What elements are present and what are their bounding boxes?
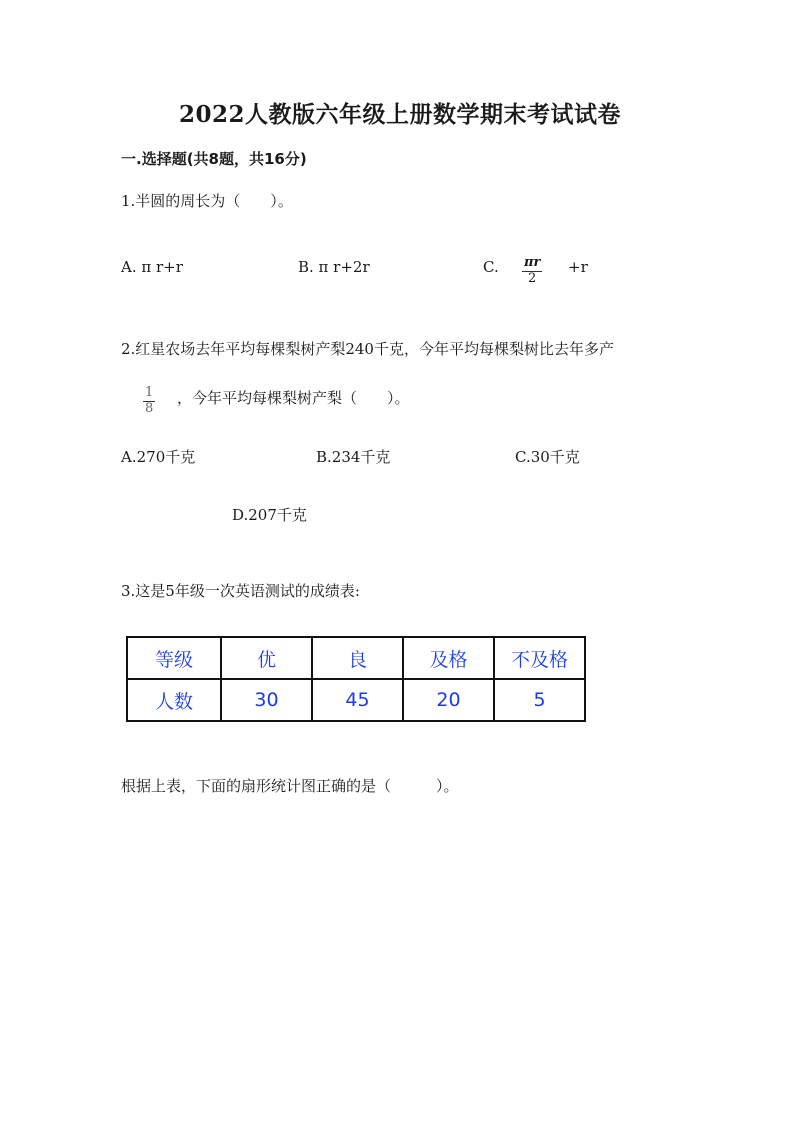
question-2-text-line1: 2.红星农场去年平均每棵梨树产梨240千克，今年平均每棵梨树比去年多产	[121, 340, 614, 358]
table-cell: 良	[312, 637, 403, 679]
table-row	[127, 679, 585, 721]
table-cell: 及格	[403, 637, 494, 679]
table-cell: 45	[312, 679, 403, 721]
question-3-text: 3.这是5年级一次英语测试的成绩表:	[121, 582, 360, 600]
question-2-option-c: C.30千克	[515, 448, 580, 466]
table-cell: 不及格	[494, 637, 585, 679]
question-2-option-d: D.207千克	[232, 506, 307, 524]
table-cell: 人数	[127, 679, 221, 721]
table-cell: 30	[221, 679, 312, 721]
table-cell: 5	[494, 679, 585, 721]
question-1-option-c-fraction	[522, 251, 542, 287]
question-1-option-b: B. π r+2r	[298, 258, 370, 276]
table-header-row	[127, 637, 585, 679]
fraction-denominator: 2	[528, 270, 537, 286]
question-1-text: 1.半圆的周长为（ ）。	[121, 192, 293, 210]
fraction-numerator: πr	[524, 255, 541, 270]
question-2-option-b: B.234千克	[316, 448, 391, 466]
page-title: 2022人教版六年级上册数学期末考试试卷	[178, 101, 621, 128]
section-heading: 一.选择题(共8题，共16分)	[121, 150, 307, 168]
table-cell: 优	[221, 637, 312, 679]
fraction-denominator: 8	[145, 400, 154, 416]
table-cell: 等级	[127, 637, 221, 679]
table-cell: 20	[403, 679, 494, 721]
question-2-text-line2: ，今年平均每棵梨树产梨（ ）。	[177, 389, 410, 407]
question-1-option-a: A. π r+r	[121, 258, 183, 276]
question-2-option-a: A.270千克	[121, 448, 196, 466]
question-2-fraction	[143, 381, 155, 417]
question-3-text-line2: 根据上表，下面的扇形统计图正确的是（ ）。	[121, 777, 459, 795]
question-1-option-c-suffix: +r	[568, 258, 588, 276]
question-1-option-c-label: C.	[483, 258, 499, 276]
grade-table	[126, 636, 586, 722]
fraction-numerator: 1	[145, 385, 154, 400]
